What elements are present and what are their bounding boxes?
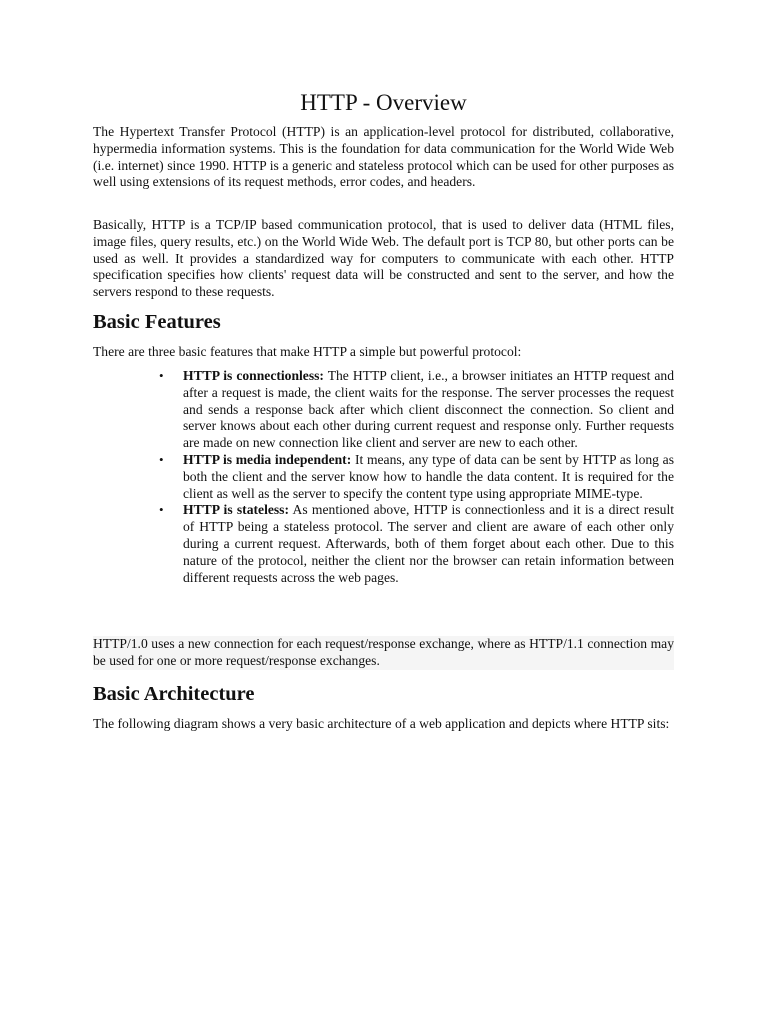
- feature-text: As mentioned above, HTTP is connectionless and it is a direct result of HTTP being a stateless protocol. The server and client are aware of each other only during a current request. Afterwards, both of them forget about each other. Due to this nature of the protocol, neither the client nor the browser can retain information between different requests across the web pages.: [183, 502, 674, 585]
- features-list: [93, 368, 674, 586]
- feature-text: The HTTP client, i.e., a browser initiates an HTTP request and after a request is made, the client waits for the response. The server processes the request and sends a response back after which client disconnect the connection. So client and server knows about each other during current request and response only. Further requests are made on new connection like client and server are new to each other.: [183, 368, 674, 451]
- basic-architecture-heading: Basic Architecture: [93, 683, 255, 705]
- http-version-note: HTTP/1.0 uses a new connection for each request/response exchange, where as HTTP/1.1 connection may be used for one or more request/response exchanges.: [93, 636, 674, 668]
- list-item: [159, 451, 675, 502]
- feature-term: HTTP is connectionless:: [183, 368, 324, 383]
- intro-paragraph-2: Basically, HTTP is a TCP/IP based communication protocol, that is used to deliver data (HTML files, image files, query results, etc.) on the World Wide Web. The default port is TCP 80, but other ports can be used as well. It provides a standardized way for computers to communicate with each other. HTTP specification specifies how clients' request data will be constructed and sent to the server, and how the servers respond to these requests.: [93, 217, 674, 300]
- basic-architecture-text: The following diagram shows a very basic architecture of a web application and depicts where HTTP sits:: [93, 716, 670, 731]
- bullet-icon: •: [159, 451, 164, 467]
- feature-term: HTTP is stateless:: [183, 502, 289, 518]
- list-item: [159, 368, 674, 452]
- feature-text: It means, any type of data can be sent by HTTP as long as both the client and the server know how to handle the data content. It is required for the client as well as the server to specify the content type using appropriate MIME-type.: [183, 451, 675, 501]
- bullet-icon: •: [159, 368, 164, 383]
- basic-features-heading: Basic Features: [93, 311, 221, 333]
- bullet-icon: •: [159, 502, 164, 518]
- basic-features-lead: There are three basic features that make HTTP a simple but powerful protocol:: [93, 344, 522, 359]
- intro-paragraph-1: The Hypertext Transfer Protocol (HTTP) is an application-level protocol for distributed, collaborative, hypermedia information systems. This is the foundation for data communication for the World Wide Web (i.e. internet) since 1990. HTTP is a generic and stateless protocol which can be used for other purposes as well using extensions of its request methods, error codes, and headers.: [93, 124, 674, 190]
- list-item: [159, 502, 674, 586]
- page-title: HTTP - Overview: [300, 90, 467, 115]
- feature-term: HTTP is media independent:: [183, 451, 352, 467]
